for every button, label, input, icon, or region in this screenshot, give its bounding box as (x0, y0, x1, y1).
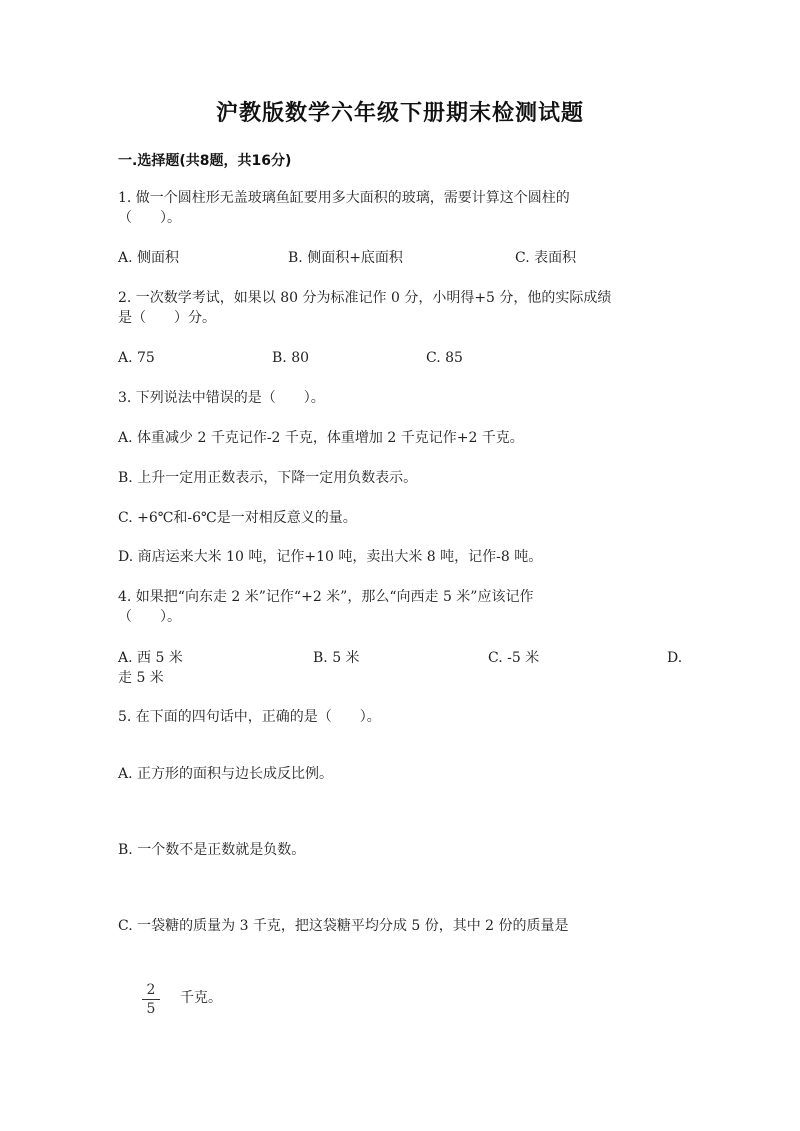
question-5-option-b: B. 一个数不是正数就是负数。 (118, 842, 306, 858)
question-3-option-b: B. 上升一定用正数表示，下降一定用负数表示。 (118, 470, 418, 486)
question-3-text: 3. 下列说法中错误的是（ ）。 (118, 390, 325, 406)
question-1-option-c: C. 表面积 (515, 250, 577, 266)
question-3-option-c: C. +6℃和-6℃是一对相反意义的量。 (118, 510, 357, 526)
fraction-unit: 千克。 (180, 990, 222, 1006)
question-4-option-b: B. 5 米 (313, 650, 360, 666)
question-1-text: 1. 做一个圆柱形无盖玻璃鱼缸要用多大面积的玻璃，需要计算这个圆柱的 (118, 190, 570, 206)
question-5-text: 5. 在下面的四句话中，正确的是（ ）。 (118, 709, 381, 725)
question-1-option-a: A. 侧面积 (118, 250, 180, 266)
question-4-option-d: D. (667, 650, 683, 666)
fraction-numerator: 2 (146, 982, 156, 998)
question-1-text-cont: （ ）。 (118, 210, 181, 226)
question-4-text: 4. 如果把“向东走 2 米”记作“+2 米”，那么“向西走 5 米”应该记作 (118, 589, 534, 605)
page-title: 沪教版数学六年级下册期末检测试题 (215, 101, 584, 126)
question-4-option-c: C. -5 米 (488, 650, 540, 666)
question-3-option-a: A. 体重减少 2 千克记作-2 千克，体重增加 2 千克记作+2 千克。 (118, 430, 524, 446)
question-5-option-a: A. 正方形的面积与边长成反比例。 (118, 766, 334, 782)
question-3-option-d: D. 商店运来大米 10 吨，记作+10 吨，卖出大米 8 吨，记作-8 吨。 (118, 549, 543, 565)
question-4-text-cont: （ ）。 (118, 609, 181, 625)
question-2-text-cont: 是（ ）分。 (118, 310, 216, 326)
question-4-option-a: A. 西 5 米 (118, 650, 183, 666)
fraction-denominator: 5 (146, 1001, 156, 1017)
question-2-option-a: A. 75 (118, 350, 155, 366)
fraction (140, 982, 162, 1017)
fraction-bar (142, 999, 160, 1000)
question-2-option-b: B. 80 (272, 350, 310, 366)
question-4-option-d-cont: 走 5 米 (118, 670, 164, 686)
question-1-option-b: B. 侧面积+底面积 (288, 250, 403, 266)
question-2-text: 2. 一次数学考试，如果以 80 分为标准记作 0 分，小明得+5 分，他的实际成绩 (118, 290, 612, 306)
section-heading: 一.选择题(共8题，共16分) (118, 153, 292, 169)
question-2-option-c: C. 85 (426, 350, 463, 366)
question-5-option-c: C. 一袋糖的质量为 3 千克，把这袋糖平均分成 5 份，其中 2 份的质量是 (118, 918, 569, 934)
